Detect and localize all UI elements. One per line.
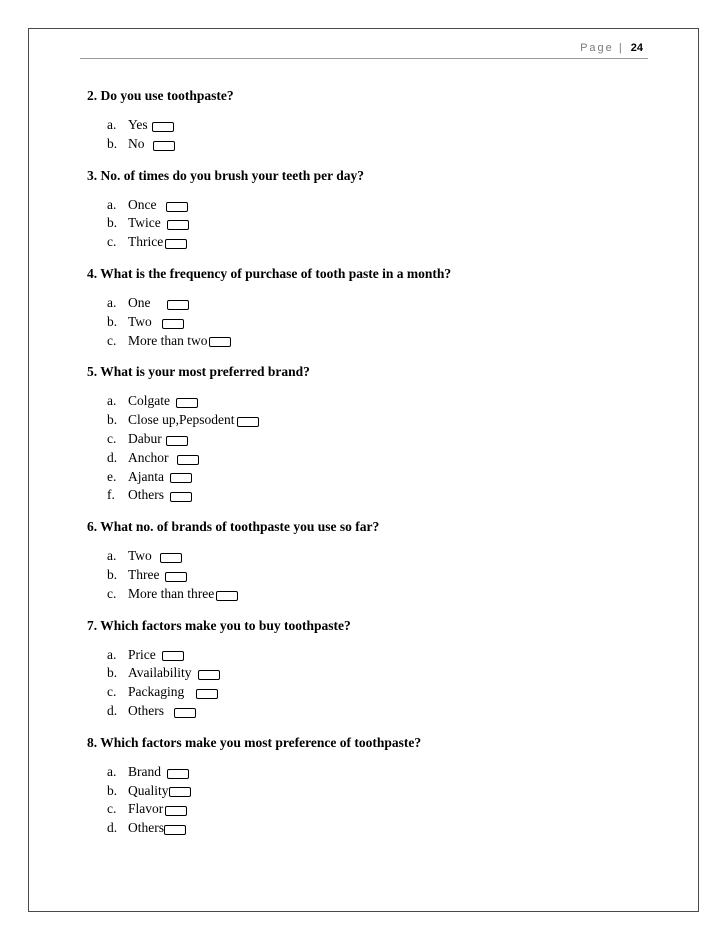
option-letter: a. <box>107 548 117 564</box>
answer-checkbox[interactable] <box>177 455 199 465</box>
option-letter: c. <box>107 684 117 700</box>
option-label <box>128 819 186 838</box>
question-title: 4. What is the frequency of purchase of tooth paste in a month? <box>87 265 452 281</box>
option-label <box>128 294 189 313</box>
option-text: Packaging <box>128 684 185 700</box>
answer-checkbox[interactable] <box>166 202 188 212</box>
question-title: 8. Which factors make you most preference of toothpaste? <box>87 734 422 750</box>
option-text: Two <box>128 313 152 329</box>
option-item <box>87 486 687 505</box>
answer-checkbox[interactable] <box>237 417 259 427</box>
option-letter: b. <box>107 215 118 231</box>
option-item <box>87 411 687 430</box>
option-label <box>128 468 192 487</box>
option-item <box>87 449 687 468</box>
answer-checkbox[interactable] <box>165 806 187 816</box>
answer-checkbox[interactable] <box>152 122 174 132</box>
option-label <box>128 782 191 801</box>
option-text: Flavor <box>128 801 164 817</box>
option-item <box>87 392 687 411</box>
option-label <box>128 547 182 566</box>
question-title: 7. Which factors make you to buy toothpaste? <box>87 617 351 633</box>
option-text: Two <box>128 548 152 564</box>
question-title: 2. Do you use toothpaste? <box>87 88 234 103</box>
option-label <box>128 683 218 702</box>
option-text: Ajanta <box>128 468 164 484</box>
answer-checkbox[interactable] <box>165 572 187 582</box>
option-letter: d. <box>107 702 118 718</box>
option-letter: d. <box>107 449 118 465</box>
option-list <box>87 763 687 838</box>
option-text: More than three <box>128 585 215 601</box>
option-text: One <box>128 294 151 310</box>
header-rule <box>80 58 648 59</box>
option-label <box>128 214 189 233</box>
answer-checkbox[interactable] <box>198 670 220 680</box>
option-item <box>87 313 687 332</box>
option-list <box>87 294 687 350</box>
option-item <box>87 116 687 135</box>
option-letter: a. <box>107 117 117 132</box>
answer-checkbox[interactable] <box>176 398 198 408</box>
option-letter: a. <box>107 196 117 212</box>
answer-checkbox[interactable] <box>170 492 192 502</box>
option-text: Colgate <box>128 393 170 409</box>
option-letter: b. <box>107 665 118 681</box>
option-item <box>87 214 687 233</box>
option-label <box>128 800 187 819</box>
questionnaire <box>87 86 687 850</box>
answer-checkbox[interactable] <box>162 319 184 329</box>
answer-checkbox[interactable] <box>160 553 182 563</box>
option-letter: f. <box>107 487 115 503</box>
option-label <box>128 430 188 449</box>
option-letter: b. <box>107 313 118 329</box>
option-text: Dabur <box>128 430 162 446</box>
option-item <box>87 332 687 351</box>
option-label <box>128 116 174 135</box>
option-item <box>87 135 687 154</box>
option-text: Anchor <box>128 449 169 465</box>
answer-checkbox[interactable] <box>169 787 191 797</box>
question-title: 6. What no. of brands of toothpaste you use so far? <box>87 519 380 535</box>
option-item <box>87 782 687 801</box>
option-item <box>87 800 687 819</box>
option-item <box>87 547 687 566</box>
option-label <box>128 392 198 411</box>
option-item <box>87 702 687 721</box>
option-label <box>128 585 238 604</box>
answer-checkbox[interactable] <box>166 436 188 446</box>
answer-checkbox[interactable] <box>165 239 187 249</box>
option-item <box>87 294 687 313</box>
option-text: Close up,Pepsodent <box>128 412 235 428</box>
option-text: Thrice <box>128 234 164 250</box>
answer-checkbox[interactable] <box>216 591 238 601</box>
option-item <box>87 683 687 702</box>
option-letter: d. <box>107 820 118 836</box>
option-text: Others <box>128 487 164 503</box>
option-letter: b. <box>107 412 118 428</box>
option-letter: c. <box>107 585 117 601</box>
option-list <box>87 116 687 154</box>
page-word: Page <box>580 42 614 54</box>
answer-checkbox[interactable] <box>209 337 231 347</box>
option-item <box>87 566 687 585</box>
option-label <box>128 411 259 430</box>
option-item <box>87 664 687 683</box>
option-item <box>87 196 687 215</box>
option-item <box>87 819 687 838</box>
option-text: Others <box>128 820 164 836</box>
answer-checkbox[interactable] <box>170 473 192 483</box>
answer-checkbox[interactable] <box>167 769 189 779</box>
option-text: Three <box>128 566 160 582</box>
answer-checkbox[interactable] <box>167 220 189 230</box>
answer-checkbox[interactable] <box>196 689 218 699</box>
option-item <box>87 430 687 449</box>
option-letter: a. <box>107 646 117 662</box>
option-letter: a. <box>107 393 117 409</box>
option-text: Price <box>128 646 156 662</box>
question-title: 5. What is your most preferred brand? <box>87 364 310 380</box>
answer-checkbox[interactable] <box>167 300 189 310</box>
option-label <box>128 332 231 351</box>
page-separator: | <box>618 42 624 54</box>
answer-checkbox[interactable] <box>162 651 184 661</box>
option-item <box>87 468 687 487</box>
option-letter: c. <box>107 430 117 446</box>
option-letter: a. <box>107 294 117 310</box>
option-letter: b. <box>107 782 118 798</box>
question-title: 3. No. of times do you brush your teeth per day? <box>87 167 365 183</box>
option-item <box>87 763 687 782</box>
option-label <box>128 233 187 252</box>
option-label <box>128 566 187 585</box>
option-label <box>128 449 199 468</box>
answer-checkbox[interactable] <box>164 825 186 835</box>
option-list <box>87 547 687 603</box>
page-header <box>580 42 643 54</box>
option-text: Others <box>128 702 164 718</box>
option-label <box>128 313 184 332</box>
option-letter: e. <box>107 468 117 484</box>
option-text: Twice <box>128 215 161 231</box>
option-list <box>87 646 687 721</box>
option-text: Availability <box>128 665 192 681</box>
option-item <box>87 646 687 665</box>
option-list <box>87 392 687 505</box>
option-label <box>128 664 220 683</box>
option-label <box>128 135 175 154</box>
option-text: Quality <box>128 782 169 798</box>
option-label <box>128 486 192 505</box>
option-text: Brand <box>128 763 161 779</box>
option-label <box>128 196 188 215</box>
option-label <box>128 702 196 721</box>
option-letter: c. <box>107 332 117 348</box>
answer-checkbox[interactable] <box>153 141 175 151</box>
option-letter: c. <box>107 801 117 817</box>
option-item <box>87 233 687 252</box>
page-number: 24 <box>630 42 643 54</box>
option-list <box>87 196 687 252</box>
option-text: Yes <box>128 117 148 132</box>
option-label <box>128 646 184 665</box>
option-letter: b. <box>107 135 118 151</box>
option-letter: b. <box>107 566 118 582</box>
option-letter: c. <box>107 234 117 250</box>
option-text: More than two <box>128 332 208 348</box>
option-item <box>87 585 687 604</box>
option-label <box>128 763 189 782</box>
option-text: Once <box>128 196 157 212</box>
answer-checkbox[interactable] <box>174 708 196 718</box>
option-text: No <box>128 135 145 151</box>
option-letter: a. <box>107 763 117 779</box>
